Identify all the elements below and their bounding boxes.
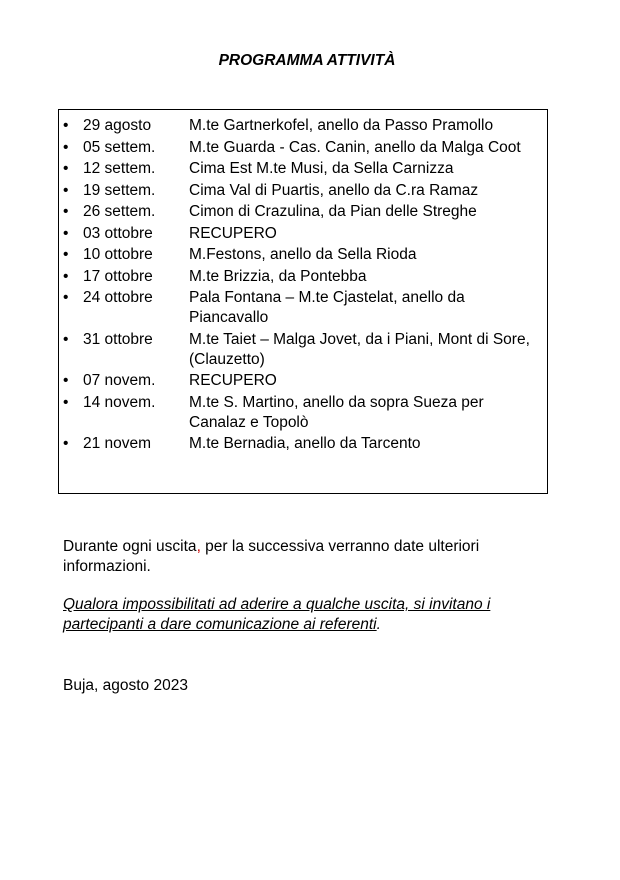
schedule-row (59, 267, 547, 287)
schedule-activity: RECUPERO (189, 372, 277, 389)
schedule-date: 19 settem. (83, 181, 156, 199)
schedule-activity: Cima Val di Puartis, anello da C.ra Ramaz (189, 181, 479, 199)
schedule-box (58, 109, 548, 494)
schedule-row (59, 116, 547, 136)
schedule-row (59, 288, 547, 328)
schedule-row (59, 202, 547, 222)
schedule-activity: M.te Bernadia, anello da Tarcento (189, 435, 421, 452)
schedule-row (59, 181, 547, 201)
bullet-icon: • (63, 224, 69, 242)
schedule-activity: M.te Brizzia, da Pontebba (189, 267, 367, 285)
schedule-activity: Cima Est M.te Musi, da Sella Carnizza (189, 160, 454, 177)
page-title: PROGRAMMA ATTIVITÀ (218, 52, 396, 69)
schedule-row (59, 371, 547, 391)
schedule-activity: M.te Guarda - Cas. Canin, anello da Malga Coot (189, 138, 521, 156)
bullet-icon: • (63, 393, 69, 411)
bullet-icon: • (63, 138, 69, 156)
bullet-icon: • (63, 181, 69, 199)
bullet-icon: • (63, 289, 69, 306)
schedule-row (59, 224, 547, 244)
signature-line: Buja, agosto 2023 (63, 677, 188, 694)
bullet-icon: • (63, 246, 69, 263)
warning-paragraph (63, 595, 563, 635)
schedule-row (59, 330, 547, 370)
bullet-icon: • (63, 330, 69, 348)
schedule-list (59, 116, 547, 454)
bullet-icon: • (63, 160, 69, 177)
schedule-activity: M.te Taiet – Malga Jovet, da i Piani, Mont di Sore, (Clauzetto) (189, 330, 530, 368)
schedule-row (59, 434, 547, 454)
schedule-date: 07 novem. (83, 372, 156, 389)
bullet-icon: • (63, 203, 69, 220)
info-text-start: Durante ogni uscita (63, 538, 197, 555)
schedule-activity: Pala Fontana – M.te Cjastelat, anello da Piancavallo (189, 289, 465, 326)
bullet-icon: • (63, 267, 69, 285)
schedule-date: 31 ottobre (83, 330, 153, 348)
schedule-activity: Cimon di Crazulina, da Pian delle Streghe (189, 203, 477, 220)
bullet-icon: • (63, 372, 69, 389)
schedule-date: 05 settem. (83, 138, 156, 156)
warning-text: Qualora impossibilitati ad aderire a qualche uscita, si invitano i partecipanti a dare comunicazione ai referenti (63, 596, 491, 633)
schedule-row (59, 159, 547, 179)
schedule-date: 24 ottobre (83, 289, 153, 306)
schedule-date: 10 ottobre (83, 246, 153, 263)
warning-period: . (376, 616, 381, 633)
schedule-date: 12 settem. (83, 160, 156, 177)
bullet-icon: • (63, 435, 69, 452)
schedule-date: 14 novem. (83, 393, 156, 411)
schedule-date: 29 agosto (83, 117, 152, 134)
info-paragraph (63, 537, 563, 577)
schedule-activity: M.te Gartnerkofel, anello da Passo Pramollo (189, 117, 494, 134)
info-text-end: per la successiva verranno date ulteriori informazioni. (63, 538, 480, 575)
schedule-row (59, 245, 547, 265)
schedule-row (59, 138, 547, 158)
schedule-date: 26 settem. (83, 203, 156, 220)
schedule-activity: M.Festons, anello da Sella Rioda (189, 246, 417, 263)
schedule-date: 17 ottobre (83, 267, 153, 285)
schedule-row (59, 393, 547, 433)
schedule-date: 03 ottobre (83, 224, 153, 242)
schedule-activity: M.te S. Martino, anello da sopra Sueza per Canalaz e Topolò (189, 393, 484, 431)
bullet-icon: • (63, 117, 69, 134)
info-comma: , (196, 538, 201, 555)
schedule-activity: RECUPERO (189, 224, 277, 242)
schedule-date: 21 novem (83, 435, 152, 452)
